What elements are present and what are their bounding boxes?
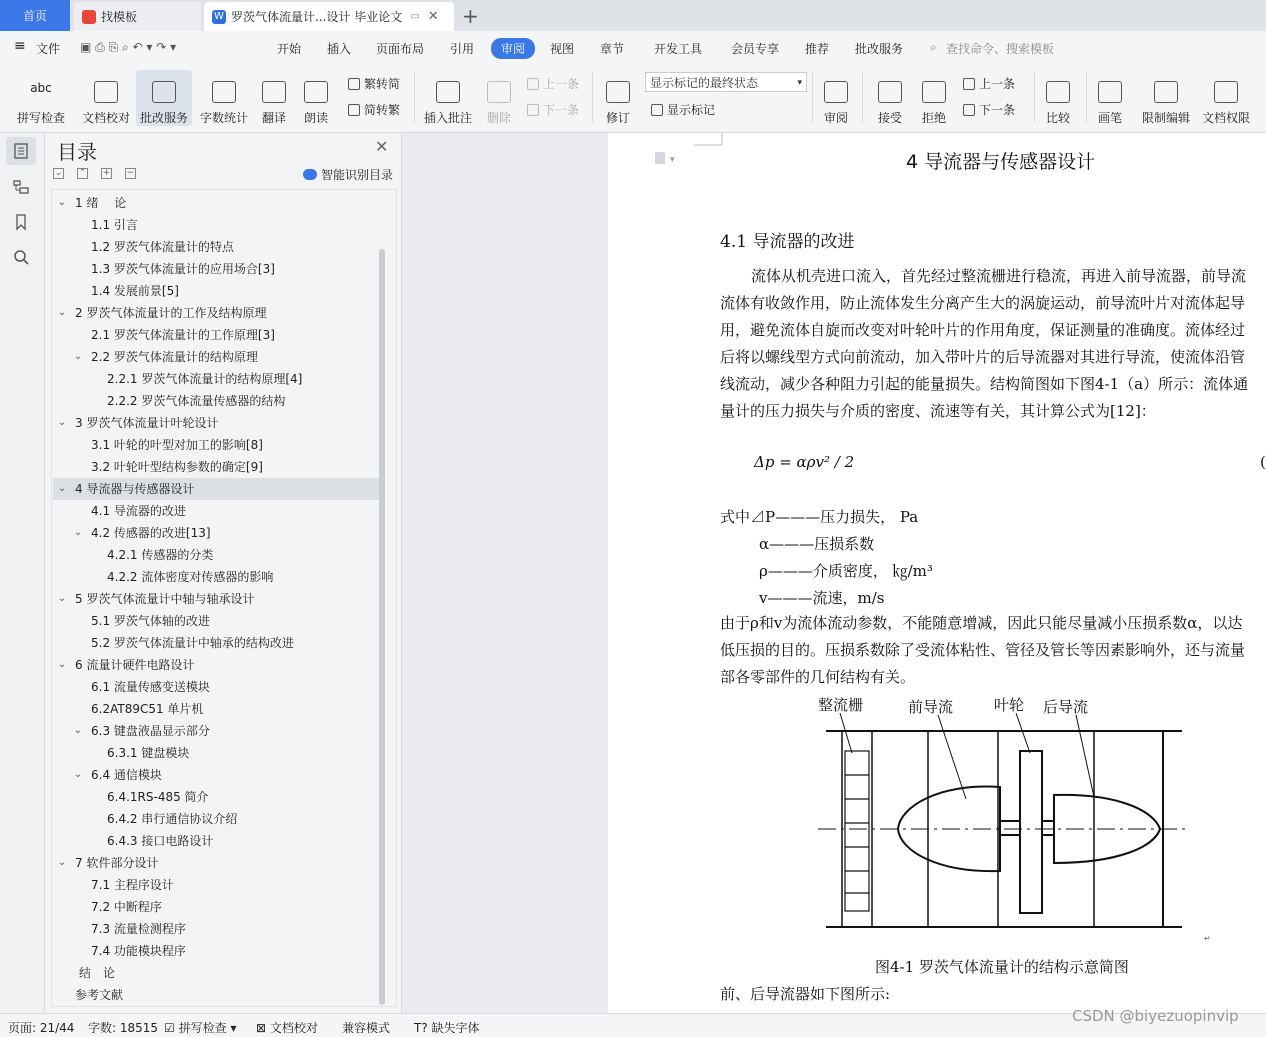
proof-status-label: 文档校对	[269, 1021, 318, 1035]
chevron-down-icon[interactable]: ⌄	[57, 659, 67, 670]
tab-document-label: 罗茨气体流量计...设计 毕业论文	[231, 10, 403, 24]
menu-review[interactable]: 审阅	[491, 38, 535, 59]
expand-all-icon[interactable]: ⌃	[78, 168, 87, 178]
trad-simp-icon	[348, 78, 360, 90]
toc-item-label: 3.1 叶轮的叶型对加工的影响[8]	[91, 438, 263, 452]
label-rectifier: 整流栅	[818, 696, 864, 714]
toc-item[interactable]	[53, 764, 379, 786]
toc-item[interactable]	[53, 390, 379, 412]
pen-icon	[1098, 81, 1122, 103]
add-heading-icon[interactable]: +	[102, 168, 111, 178]
proof-status-icon: ⊠	[256, 1021, 267, 1035]
menu-start[interactable]: 开始	[277, 42, 302, 56]
chevron-down-icon[interactable]: ⌄	[73, 769, 83, 780]
correction-service-label: 批改服务	[139, 111, 188, 125]
review-ribbon	[0, 66, 1266, 133]
toc-item-label: 4.2 传感器的改进[13]	[91, 526, 211, 540]
missing-font-icon: T?	[414, 1021, 428, 1035]
missing-font-button[interactable]	[414, 1019, 480, 1036]
toc-item[interactable]	[53, 918, 379, 940]
doc-permission-button[interactable]	[1200, 70, 1252, 126]
toc-item-label: 7.2 中断程序	[91, 900, 162, 914]
tab-home-label: 首页	[22, 9, 47, 23]
toc-item[interactable]	[53, 434, 379, 456]
toc-title: 目录	[57, 140, 97, 164]
toc-item-label: 7 软件部分设计	[75, 856, 159, 870]
toc-item[interactable]	[53, 324, 379, 346]
label-impeller: 叶轮	[994, 696, 1025, 714]
formula-number: (	[1260, 453, 1266, 471]
toc-item-label: 1.3 罗茨气体流量计的应用场合[3]	[91, 262, 275, 276]
toc-item-label: 6 流量计硬件电路设计	[75, 658, 195, 672]
quick-access-icons[interactable]: ▣ ⎙ ⎘ ⌕ ↶ ▾ ↷ ▾	[80, 40, 177, 54]
trad-to-simp-label: 繁转简	[364, 77, 401, 91]
paragraph-format-icon[interactable]	[654, 151, 680, 165]
tab-template-label: 找模板	[101, 10, 138, 24]
toc-item-label: 5 罗茨气体流量计中轴与轴承设计	[75, 592, 255, 606]
toc-item-label: 4.2.2 流体密度对传感器的影响	[107, 570, 274, 584]
menu-file[interactable]: 文件	[36, 42, 61, 56]
smart-toc-label: 智能识别目录	[321, 168, 394, 182]
toc-item[interactable]	[53, 258, 379, 280]
ribbon-divider	[862, 72, 863, 122]
toc-item[interactable]	[53, 962, 379, 984]
doc-proof-label: 文档校对	[81, 111, 130, 125]
toc-item[interactable]	[53, 632, 379, 654]
toc-item-label: 6.3.1 键盘模块	[107, 746, 190, 760]
review-pane-button[interactable]	[818, 70, 854, 126]
section-title: 4.1 导流器的改进	[720, 232, 855, 252]
toc-item-label: 6.4 通信模块	[91, 768, 162, 782]
review-label: 审阅	[823, 111, 848, 125]
smart-toc-icon	[303, 169, 317, 180]
tab-document[interactable]	[204, 2, 454, 31]
chevron-down-icon[interactable]: ⌄	[57, 417, 67, 428]
track-changes-icon	[606, 81, 630, 103]
restrict-edit-label: 限制编辑	[1141, 111, 1190, 125]
prev-change-label: 上一条	[979, 77, 1016, 91]
toc-item[interactable]	[53, 610, 379, 632]
spell-check-button[interactable]	[10, 70, 72, 126]
toc-item[interactable]	[53, 456, 379, 478]
body-line: 前、后导流器如下图所示:	[720, 985, 891, 1003]
svg-text:▾: ▾	[670, 155, 675, 165]
menu-page-layout[interactable]: 页面布局	[376, 42, 425, 56]
word-doc-icon: W	[212, 10, 226, 24]
toc-item-label: 2.2 罗茨气体流量计的结构原理	[91, 350, 258, 364]
chevron-down-icon[interactable]: ⌄	[57, 857, 67, 868]
menu-chapter[interactable]: 章节	[600, 42, 625, 56]
show-markup-button[interactable]	[651, 101, 715, 118]
document-page[interactable]	[608, 133, 1266, 1013]
word-count-label: 字数统计	[199, 111, 248, 125]
toc-item-label: 2.2.1 罗茨气体流量计的结构原理[4]	[107, 372, 303, 386]
toc-item-label: 7.1 主程序设计	[91, 878, 174, 892]
menu-developer[interactable]: 开发工具	[654, 42, 703, 56]
body-line: 低压损的目的。压损系数除了受流体粘性、管径及管长等因素影响外，还与流量	[720, 641, 1246, 659]
where-line: v———流速，m/s	[759, 589, 885, 607]
doc-proof-status[interactable]	[256, 1019, 318, 1036]
next-comment-label: 下一条	[543, 103, 580, 117]
toc-item-label: 6.1 流量传感变送模块	[91, 680, 210, 694]
toc-item-label: 6.4.3 接口电路设计	[107, 834, 214, 848]
toc-item-label: 1 绪 论	[75, 196, 127, 210]
read-aloud-icon	[304, 81, 328, 103]
toc-item-label: 5.1 罗茨气体轴的改进	[91, 614, 210, 628]
word-count-indicator[interactable]: 字数: 18515	[88, 1021, 159, 1035]
doc-proof-button[interactable]	[80, 70, 132, 126]
toc-item-label: 6.4.2 串行通信协议介绍	[107, 812, 238, 826]
toc-item[interactable]	[53, 786, 379, 808]
pressure-loss-formula: Δp = αρv² / 2	[754, 453, 855, 471]
compare-icon	[1046, 81, 1070, 103]
where-line: ρ———介质密度， ㎏/m³	[759, 562, 933, 580]
spell-status-label: 拼写检查	[178, 1021, 227, 1035]
toc-item[interactable]	[53, 500, 379, 522]
ribbon-divider	[812, 72, 813, 122]
svg-text:↵: ↵	[1204, 934, 1211, 943]
toc-item[interactable]	[53, 302, 379, 324]
toc-item-label: 7.3 流量检测程序	[91, 922, 186, 936]
markup-display-value: 显示标记的最终状态	[650, 76, 759, 90]
ribbon-divider	[1034, 72, 1035, 122]
command-search[interactable]: 查找命令、搜索模板	[946, 42, 1055, 56]
chevron-down-icon[interactable]: ⌄	[73, 725, 83, 736]
translate-label: 翻译	[261, 111, 286, 125]
compare-label: 比较	[1045, 111, 1070, 125]
simp-trad-icon	[348, 104, 360, 116]
toc-list	[53, 192, 379, 1008]
tab-template[interactable]	[74, 2, 201, 31]
reject-button[interactable]	[916, 70, 952, 126]
chevron-down-icon[interactable]: ⌄	[57, 593, 67, 604]
markup-display-select[interactable]	[645, 72, 807, 92]
next-change-button[interactable]	[963, 101, 1015, 118]
prev-change-button[interactable]	[963, 75, 1015, 92]
chevron-down-icon[interactable]: ⌄	[73, 351, 83, 362]
toc-item[interactable]	[53, 896, 379, 918]
label-front-guide: 前导流	[908, 698, 954, 716]
abc-spell-icon: abc	[30, 81, 52, 95]
toc-item[interactable]	[53, 346, 379, 368]
simp-to-trad-label: 简转繁	[364, 103, 401, 117]
restrict-edit-button[interactable]	[1140, 70, 1192, 126]
review-pane-icon	[824, 81, 848, 103]
body-line: 后将以螺线型方式向前流动，加入带叶片的后导流器对其进行导流，使流体沿管	[720, 348, 1246, 366]
close-icon[interactable]: ✕	[375, 137, 389, 156]
toc-item[interactable]	[53, 984, 379, 1006]
accept-label: 接受	[877, 111, 902, 125]
track-changes-label: 修订	[605, 111, 630, 125]
menu-insert[interactable]: 插入	[327, 42, 352, 56]
ribbon-divider	[592, 72, 593, 122]
next-change-label: 下一条	[979, 103, 1016, 117]
chevron-down-icon[interactable]: ⌄	[73, 527, 83, 538]
toc-item-label: 7.4 功能模块程序	[91, 944, 186, 958]
flowmeter-structure-diagram	[818, 713, 1218, 943]
toc-item-label: 1.4 发展前景[5]	[91, 284, 179, 298]
prev-comment-button[interactable]	[527, 75, 579, 92]
body-line: 流体从机壳进口流入，首先经过整流栅进行稳流，再进入前导流器，前导流	[751, 267, 1247, 285]
body-line: 由于ρ和v为流体流动参数，不能随意增减，因此只能尽量减小压损系数α，以达	[720, 614, 1243, 632]
insert-comment-label: 插入批注	[423, 111, 472, 125]
toc-item[interactable]	[53, 720, 379, 742]
menu-view[interactable]: 视图	[550, 42, 575, 56]
toc-item[interactable]	[53, 280, 379, 302]
page-corner-mark	[694, 133, 724, 147]
toc-scrollbar[interactable]	[379, 249, 385, 1005]
missing-font-label: 缺失字体	[431, 1021, 480, 1035]
toc-item[interactable]	[53, 742, 379, 764]
toc-item[interactable]	[53, 412, 379, 434]
correction-icon	[152, 81, 176, 103]
compat-mode: 兼容模式	[342, 1021, 391, 1035]
prev-comment-label: 上一条	[543, 77, 580, 91]
toc-item-label: 结 论	[79, 966, 116, 980]
track-changes-button[interactable]	[600, 70, 636, 126]
toc-item[interactable]	[53, 940, 379, 962]
toc-item-label: 2.2.2 罗茨气体流量传感器的结构	[107, 394, 286, 408]
chevron-down-icon: ▾	[230, 1021, 237, 1035]
read-aloud-button[interactable]	[298, 70, 334, 126]
insert-comment-button[interactable]	[422, 70, 474, 126]
trad-to-simp-button[interactable]	[348, 75, 400, 92]
translate-button[interactable]	[256, 70, 292, 126]
menu-correction[interactable]: 批改服务	[855, 42, 904, 56]
body-line: 用，避免流体自旋而改变对叶轮叶片的作用角度，保证测量的准确度。流体经过	[720, 321, 1246, 339]
toc-item[interactable]	[53, 698, 379, 720]
toc-item-label: 3.2 叶轮叶型结构参数的确定[9]	[91, 460, 263, 474]
read-aloud-label: 朗读	[303, 111, 328, 125]
page-gutter	[402, 133, 608, 1013]
toc-item[interactable]	[53, 522, 379, 544]
collapse-all-icon[interactable]: ⌄	[54, 168, 63, 178]
body-line: 量计的压力损失与介质的密度、流速等有关，其计算公式为[12]：	[720, 402, 1156, 420]
menu-bar	[0, 31, 1266, 67]
ribbon-divider	[414, 72, 415, 122]
word-count-button[interactable]	[198, 70, 250, 126]
chevron-down-icon[interactable]: ⌄	[57, 307, 67, 318]
template-app-icon	[82, 10, 96, 24]
remove-heading-icon[interactable]: −	[126, 168, 135, 178]
toc-pane-icon[interactable]	[12, 142, 30, 160]
toc-item-label: 4.1 导流器的改进	[91, 504, 186, 518]
menu-references[interactable]: 引用	[450, 42, 475, 56]
toc-item-label: 4.2.1 传感器的分类	[107, 548, 214, 562]
accept-icon	[878, 81, 902, 103]
word-count-icon	[212, 81, 236, 103]
spell-check-label: 拼写检查	[16, 111, 65, 125]
toc-item[interactable]	[53, 236, 379, 258]
prev-comment-icon	[527, 78, 539, 90]
lock-doc-icon	[1154, 81, 1178, 103]
toc-item-label: 2 罗茨气体流量计的工作及结构原理	[75, 306, 267, 320]
chevron-down-icon[interactable]: ⌄	[57, 197, 67, 208]
delete-comment-button[interactable]	[480, 70, 518, 126]
outline-icon[interactable]	[12, 178, 30, 196]
where-line: 式中⊿P———压力损失， Pa	[720, 508, 919, 526]
toc-item-label: 5.2 罗茨气体流量计中轴承的结构改进	[91, 636, 294, 650]
prev-change-icon	[963, 78, 975, 90]
toc-item[interactable]	[53, 676, 379, 698]
toc-item-label: 3 罗茨气体流量计叶轮设计	[75, 416, 219, 430]
chevron-down-icon[interactable]: ⌄	[57, 483, 67, 494]
tab-bar	[0, 0, 1266, 31]
menu-member[interactable]: 会员专享	[731, 42, 780, 56]
compare-button[interactable]	[1040, 70, 1076, 126]
toc-item-label: 6.3 键盘液晶显示部分	[91, 724, 210, 738]
new-tab-icon[interactable]: +	[462, 4, 479, 28]
toc-item-label: 6.2AT89C51 单片机	[91, 702, 204, 716]
toc-item[interactable]	[53, 852, 379, 874]
chapter-title: 4 导流器与传感器设计	[906, 151, 1096, 173]
body-line: 线流动，减少各种阻力引起的能量损失。结构简图如下图4-1（a）所示：流体通	[720, 375, 1249, 393]
next-comment-icon	[527, 104, 539, 116]
bookmark-icon[interactable]	[12, 213, 30, 231]
delete-label: 删除	[486, 111, 511, 125]
toc-item[interactable]	[53, 544, 379, 566]
accept-button[interactable]	[872, 70, 908, 126]
chevron-down-icon: ▾	[797, 78, 802, 88]
toc-item[interactable]	[53, 588, 379, 610]
find-icon[interactable]	[12, 248, 30, 266]
label-rear-guide: 后导流	[1043, 698, 1089, 716]
pen-button[interactable]	[1094, 70, 1126, 126]
next-comment-button[interactable]	[527, 101, 579, 118]
toc-item[interactable]	[53, 830, 379, 852]
next-change-icon	[963, 104, 975, 116]
where-line: α———压损系数	[759, 535, 875, 553]
toc-item-label: 4 导流器与传感器设计	[75, 482, 195, 496]
translate-icon	[262, 81, 286, 103]
csdn-watermark: CSDN @biyezuopinvip	[1072, 1007, 1239, 1025]
pen-label: 画笔	[1097, 111, 1122, 125]
toc-item[interactable]	[53, 478, 379, 500]
correction-service-button[interactable]	[136, 70, 192, 126]
toc-item[interactable]	[53, 654, 379, 676]
toc-item[interactable]	[53, 192, 379, 214]
toc-item[interactable]	[53, 808, 379, 830]
ribbon-divider	[1086, 72, 1087, 122]
toc-item-label: 1.2 罗茨气体流量计的特点	[91, 240, 234, 254]
hamburger-icon[interactable]: ≡	[14, 38, 26, 54]
toc-item[interactable]	[53, 874, 379, 896]
toc-item[interactable]	[53, 566, 379, 588]
smart-toc-button[interactable]	[303, 166, 393, 183]
proofread-icon	[94, 81, 118, 103]
figure-caption: 图4-1 罗茨气体流量计的结构示意简图	[875, 958, 1129, 976]
toc-item-label: 6.4.1RS-485 简介	[107, 790, 209, 804]
toc-item-label: 参考文献	[75, 988, 124, 1002]
spell-check-toggle[interactable]	[164, 1019, 236, 1036]
toc-item[interactable]	[53, 368, 379, 390]
tab-home[interactable]	[0, 0, 70, 31]
search-icon: ⌕	[930, 40, 937, 54]
body-line: 部各零部件的几何结构有关。	[720, 668, 916, 686]
navigation-rail	[0, 133, 45, 1013]
reject-icon	[922, 81, 946, 103]
toc-item-label: 2.1 罗茨气体流量计的工作原理[3]	[91, 328, 275, 342]
toc-item[interactable]	[53, 214, 379, 236]
toc-item-label: 1.1 引言	[91, 218, 138, 232]
close-tab-icon[interactable]: ✕	[427, 9, 439, 24]
body-line: 流体有收敛作用，防止流体发生分离产生大的涡旋运动，前导流叶片对流体起导	[720, 294, 1246, 312]
delete-comment-icon	[487, 81, 511, 103]
simp-to-trad-button[interactable]	[348, 101, 400, 118]
checkbox-icon: ☑	[164, 1021, 175, 1035]
permission-icon	[1214, 81, 1238, 103]
page-indicator[interactable]: 页面: 21/44	[8, 1021, 75, 1035]
window-mode-icon[interactable]: ▭	[410, 11, 420, 22]
show-markup-icon	[651, 104, 663, 116]
show-markup-label: 显示标记	[667, 103, 716, 117]
comment-plus-icon	[436, 81, 460, 103]
reject-label: 拒绝	[921, 111, 946, 125]
doc-permission-label: 文档权限	[1201, 111, 1250, 125]
menu-recommend[interactable]: 推荐	[805, 42, 830, 56]
toc-panel	[45, 133, 402, 1013]
